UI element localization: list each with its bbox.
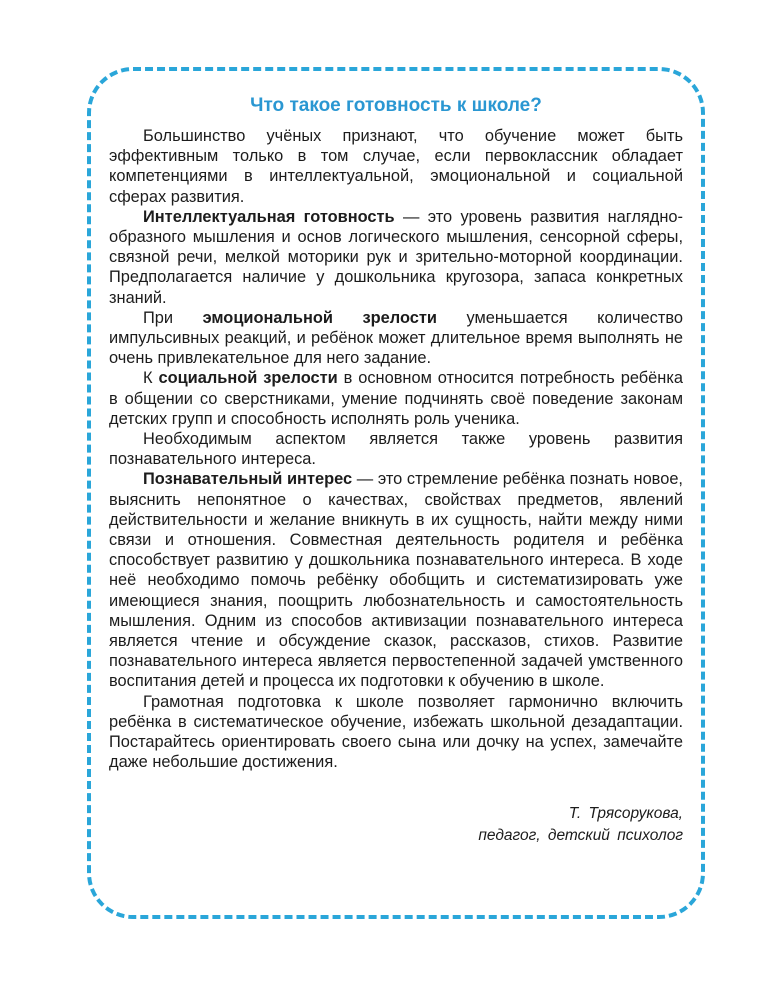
paragraph-6-bold-term: Познавательный интерес bbox=[143, 470, 353, 489]
signature-author: Т. Трясорукова, bbox=[568, 804, 683, 822]
signature bbox=[109, 803, 683, 847]
paragraph-3-lead: При bbox=[143, 308, 203, 327]
paragraph-4-text: в основном относится потребность ребёнка в общении со сверстниками, умение подчинять своё поведение законам детских групп и способность исполнять роль ученика. bbox=[109, 369, 683, 428]
paragraph-1 bbox=[109, 126, 683, 207]
paragraph-3-text: уменьшается количество импульсивных реакций, и ребёнок может длительное время выполнять не очень привлекательное для него задание. bbox=[109, 308, 684, 368]
article-title: Что такое готовность к школе? bbox=[250, 95, 542, 116]
paragraph-4-bold-term: социальной зрелости bbox=[158, 369, 338, 388]
paragraph-2 bbox=[109, 207, 683, 308]
paragraph-4-lead: К bbox=[143, 369, 159, 388]
paragraph-3-bold-term: эмоциональной зрелости bbox=[202, 308, 437, 327]
paragraph-3 bbox=[109, 308, 683, 369]
paragraph-1-text: Большинство учёных признают, что обучение может быть эффективным только в том случае, если первоклассник обладает компетенциями в интеллектуальной, эмоциональной и социальной сферах развития. bbox=[109, 127, 683, 206]
paragraph-5-text: Необходимым аспектом является также уровень развития познавательного интереса. bbox=[109, 430, 683, 469]
paragraph-7-text: Грамотная подготовка к школе позволяет гармонично включить ребёнка в систематическое обучение, избежать школьной дезадаптации. Постарайтесь ориентировать своего сына или дочку на успех, замечайте даже небольшие достижения. bbox=[109, 692, 683, 772]
paragraph-6 bbox=[109, 469, 683, 691]
paragraph-7 bbox=[109, 692, 683, 773]
paragraph-2-bold-term: Интеллектуальная готовность bbox=[143, 207, 395, 226]
paragraph-6-text: — это стремление ребёнка познать новое, выяснить непонятное о качествах, свойствах предметов, явлений действительности и желание вникнуть в их сущность, найти между ними связи и отношения. Совместная деятельность родителя и ребёнка способствует развитию у дошкольника познавательного интереса. В ходе неё необходимо помочь ребёнку обобщить и систематизировать уже имеющиеся знания, поощрить любознательность и самостоятельность мышления. Одним из способов активизации познавательного интереса является чтение и обсуждение сказок, рассказов, стихов. Развитие познавательного интереса является первостепенной задачей умственного воспитания детей и процесса их подготовки к обучению в школе. bbox=[109, 470, 683, 691]
paragraph-5 bbox=[109, 429, 683, 469]
paragraph-4 bbox=[109, 368, 683, 429]
article bbox=[109, 92, 683, 847]
signature-role: педагог, детский психолог bbox=[478, 826, 683, 844]
paragraph-2-text: — это уровень развития наглядно-образного мышления и основ логического мышления, сенсорной сферы, связной речи, мелкой моторики рук и зрительно-моторной координации. Предполагается наличие у дошкольника кругозора, запаса конкретных знаний. bbox=[109, 207, 683, 307]
